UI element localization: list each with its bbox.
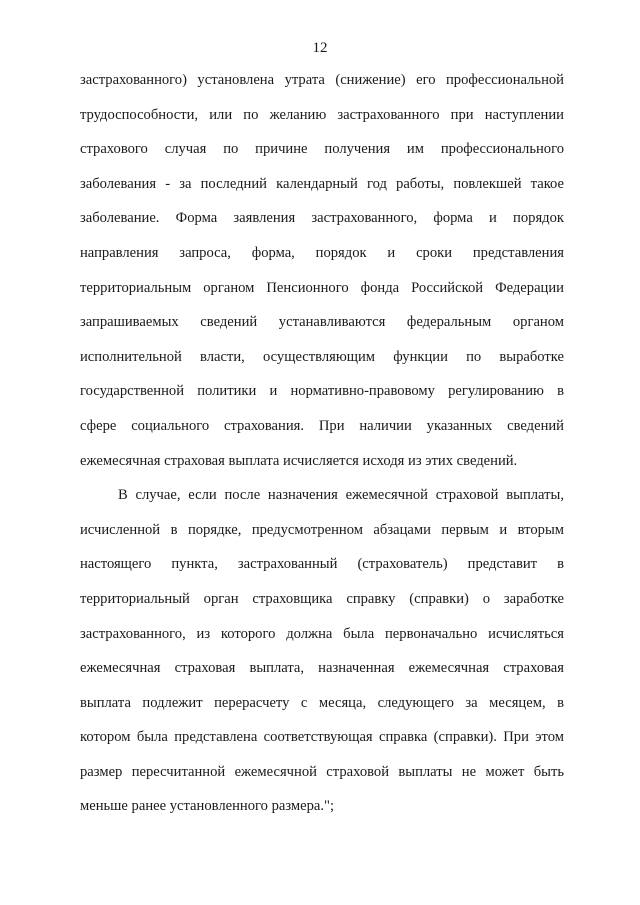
text-line: выплата подлежит перерасчету с месяца, следующего за месяцем, в: [80, 694, 564, 711]
text-line: размер пересчитанной ежемесячной страховой выплаты не может быть: [80, 763, 564, 780]
text-line: страхового случая по причине получения им профессионального: [80, 141, 564, 158]
text-line: ежемесячная страховая выплата, назначенная ежемесячная страховая: [80, 660, 564, 677]
text-line: государственной политики и нормативно-правовому регулированию в: [80, 383, 564, 400]
document-body: [80, 63, 564, 824]
paragraph: [80, 63, 564, 478]
text-line: застрахованного, из которого должна была первоначально исчисляться: [80, 625, 564, 642]
text-line: котором была представлена соответствующая справка (справки). При этом: [80, 729, 564, 746]
paragraph: [80, 478, 564, 824]
text-line: территориальный орган страховщика справку (справки) о заработке: [80, 590, 564, 607]
text-line: запрашиваемых сведений устанавливаются федеральным органом: [80, 314, 564, 331]
text-line: направления запроса, форма, порядок и сроки представления: [80, 244, 564, 261]
text-line: застрахованного) установлена утрата (снижение) его профессиональной: [80, 72, 564, 88]
text-line: В случае, если после назначения ежемесячной страховой выплаты,: [118, 487, 564, 504]
text-line: трудоспособности, или по желанию застрахованного при наступлении: [80, 106, 564, 123]
page-number: 12: [312, 40, 328, 56]
text-line: исполнительной власти, осуществляющим функции по выработке: [80, 348, 564, 365]
text-line: сфере социального страхования. При наличии указанных сведений: [80, 417, 564, 434]
text-line: меньше ранее установленного размера.";: [80, 798, 335, 815]
text-line: заболевание. Форма заявления застрахованного, форма и порядок: [80, 210, 564, 227]
text-line: заболевания - за последний календарный год работы, повлекшей такое: [80, 175, 564, 192]
text-line: ежемесячная страховая выплата исчисляется исходя из этих сведений.: [80, 452, 518, 469]
text-line: территориальным органом Пенсионного фонда Российской Федерации: [80, 279, 564, 296]
text-line: исчисленной в порядке, предусмотренном абзацами первым и вторым: [80, 521, 564, 538]
text-line: настоящего пункта, застрахованный (страхователь) представит в: [80, 556, 564, 573]
